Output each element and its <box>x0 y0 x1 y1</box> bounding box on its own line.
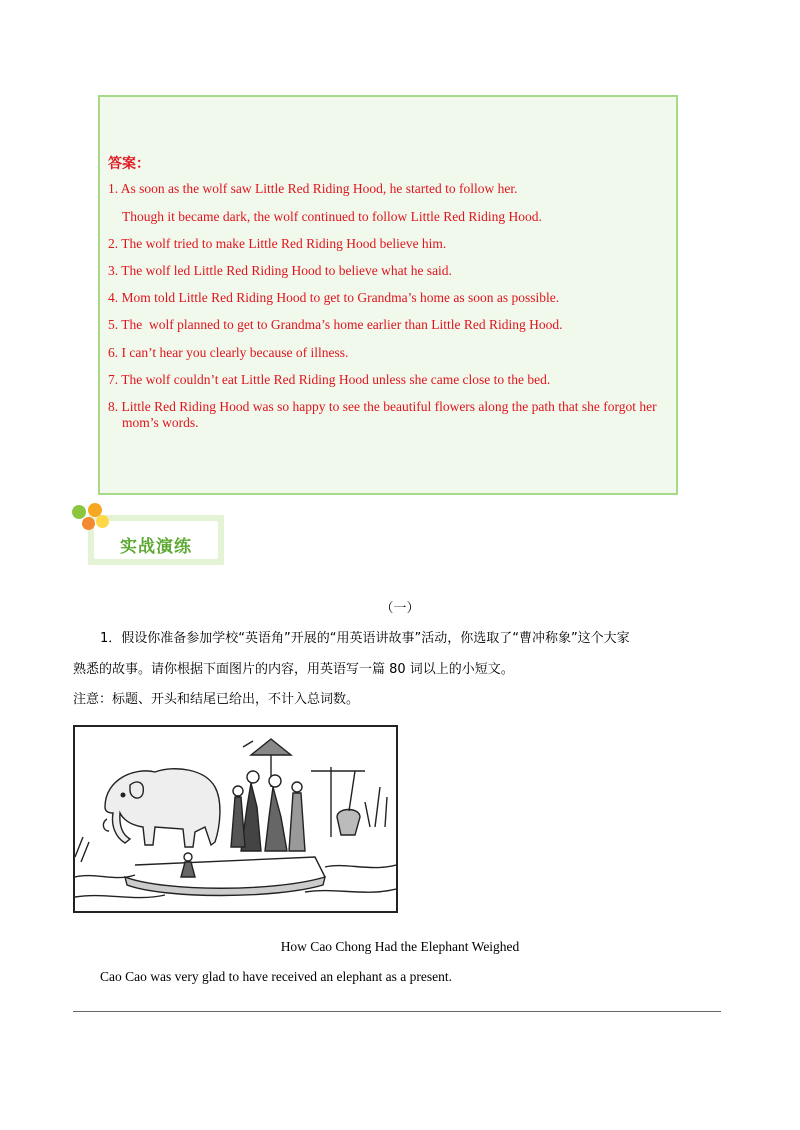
yellow-circle-icon <box>96 515 109 528</box>
story-title: How Cao Chong Had the Elephant Weighed <box>280 939 520 954</box>
answer-line-1: 1. As soon as the wolf saw Little Red Riding Hood, he started to follow her. <box>108 181 518 196</box>
green-circle-icon <box>72 505 86 519</box>
elephant-weighing-illustration <box>73 725 398 913</box>
answer-box <box>98 95 678 495</box>
task-note: 注意：标题、开头和结尾已给出，不计入总词数。 <box>73 692 360 707</box>
answer-line-1b: Though it became dark, the wolf continued to follow Little Red Riding Hood. <box>122 209 542 224</box>
sub-heading: （一） <box>380 601 420 616</box>
writing-line <box>73 1011 721 1012</box>
answer-line-8: 8. Little Red Riding Hood was so happy to see the beautiful flowers along the path that she forgot her <box>108 399 657 414</box>
answer-line-8b: mom’s words. <box>122 415 199 430</box>
answer-line-2: 2. The wolf tried to make Little Red Riding Hood believe him. <box>108 236 447 251</box>
section-badge-label: 实战演练 <box>120 537 192 557</box>
answer-line-5: 5. The wolf planned to get to Grandma’s home earlier than Little Red Riding Hood. <box>108 317 563 332</box>
answer-line-4: 4. Mom told Little Red Riding Hood to get to Grandma’s home as soon as possible. <box>108 290 560 305</box>
answer-line-6: 6. I can’t hear you clearly because of illness. <box>108 345 349 360</box>
story-opening: Cao Cao was very glad to have received an elephant as a present. <box>100 969 452 984</box>
small-orange-circle-icon <box>82 517 95 530</box>
task-line-2: 熟悉的故事。请你根据下面图片的内容，用英语写一篇 80 词以上的小短文。 <box>73 662 514 677</box>
section-badge <box>72 505 232 570</box>
answer-line-7: 7. The wolf couldn’t eat Little Red Riding Hood unless she came close to the bed. <box>108 372 551 387</box>
task-line-1: 1．假设你准备参加学校“英语角”开展的“用英语讲故事”活动，你选取了“曹冲称象”这个大家 <box>100 631 630 646</box>
answer-title: 答案： <box>108 156 150 172</box>
answer-line-3: 3. The wolf led Little Red Riding Hood to believe what he said. <box>108 263 452 278</box>
